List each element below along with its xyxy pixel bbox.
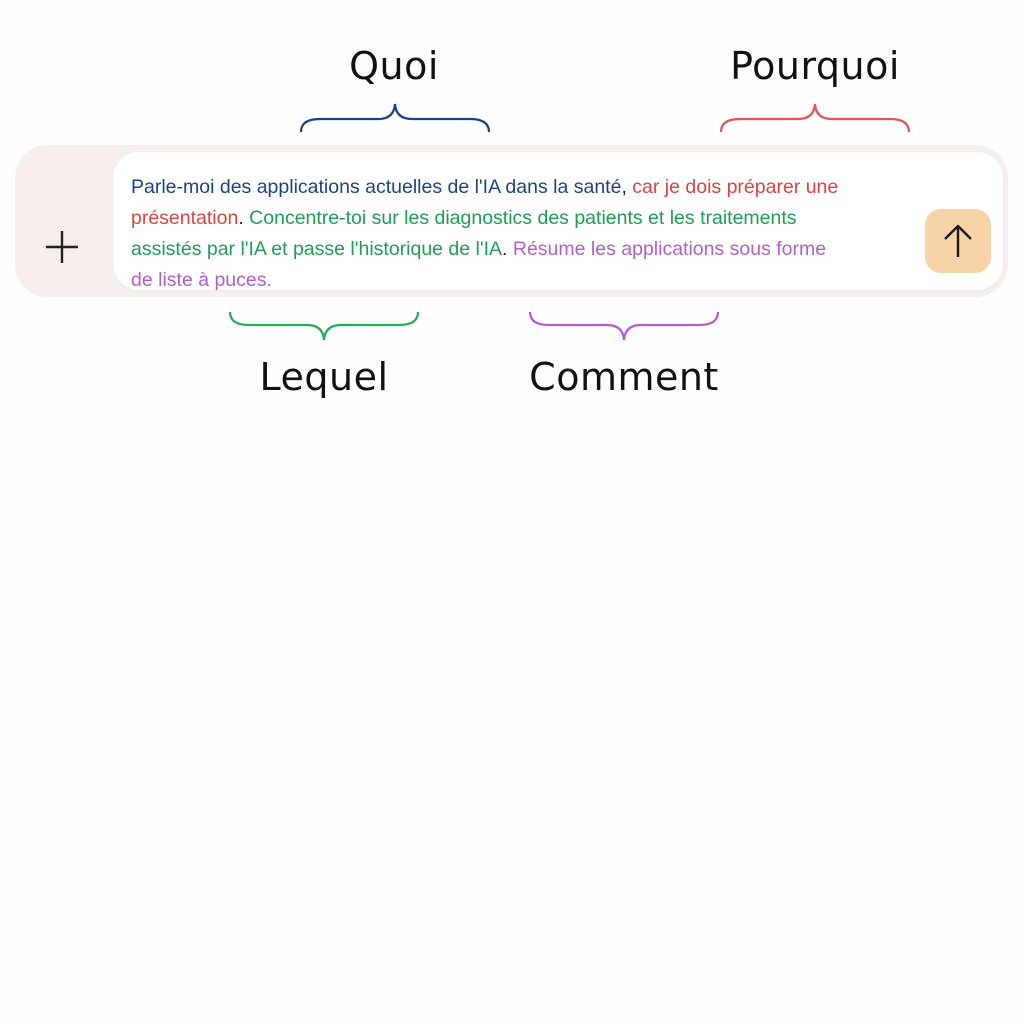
arrow-up-icon <box>941 223 975 259</box>
brace-lequel <box>229 310 419 342</box>
prompt-why-2: présentation <box>131 207 239 229</box>
label-comment: Comment <box>529 355 719 399</box>
add-attachment-button[interactable] <box>44 229 80 265</box>
plus-icon <box>44 229 80 265</box>
brace-comment <box>529 310 719 342</box>
prompt-how-2: de liste à puces <box>131 269 267 291</box>
send-button[interactable] <box>925 209 991 273</box>
brace-quoi <box>300 102 490 134</box>
prompt-period-1: . <box>238 207 244 229</box>
brace-pourquoi <box>720 102 910 134</box>
label-pourquoi: Pourquoi <box>730 44 900 88</box>
prompt-period-2: . <box>502 238 508 260</box>
prompt-text[interactable] <box>131 172 838 296</box>
label-quoi: Quoi <box>349 44 439 88</box>
prompt-which-1: Concentre-toi sur les diagnostics des patients et les traitements <box>249 207 797 229</box>
prompt-which-2: assistés par l'IA et passe l'historique de l'IA <box>131 238 503 260</box>
prompt-why-1: car je dois préparer une <box>632 176 839 198</box>
prompt-what: Parle-moi des applications actuelles de l'IA dans la santé <box>131 176 622 198</box>
prompt-how-1: Résume les applications sous forme <box>512 238 827 260</box>
label-lequel: Lequel <box>259 355 389 399</box>
prompt-comma: , <box>621 176 627 198</box>
prompt-period-3: . <box>266 269 272 291</box>
